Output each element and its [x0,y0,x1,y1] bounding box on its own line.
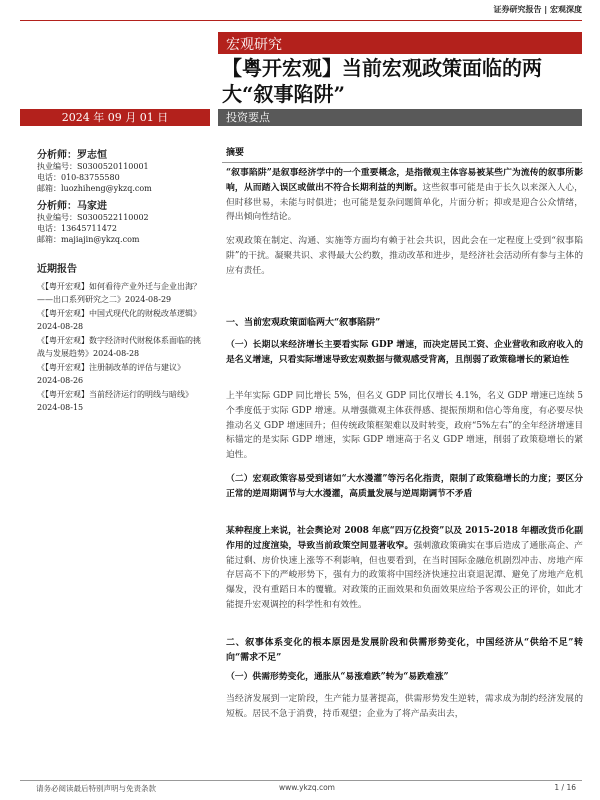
analyst-label: 分析师： [37,150,77,161]
analyst-phone: 电话：010-83755580 [37,173,120,182]
section-2a-heading: （一）供需形势变化，通胀从“易涨难跌”转为“易跌难涨” [226,672,449,682]
section-1-heading: 一、当前宏观政策面临两大“叙事陷阱” [226,318,381,328]
section-2a-paragraph: 当经济发展到一定阶段，生产能力显著提高，供需形势发生逆转，需求成为制约经济发展的短板。居民不急于消费，持币观望；企业为了将产品卖出去， [226,694,583,719]
section-2-heading: 二、叙事体系变化的根本原因是发展阶段和供需形势变化，中国经济从“供给不足”转向“需求不足” [226,638,583,663]
section-1a-heading: （一）长期以来经济增长主要看实际 GDP 增速，而决定居民工资、企业营收和政府收入的是名义增速，只看实际增速导致宏观数据与微观感受背离，且削弱了政策稳增长的紧迫性 [226,340,583,365]
category-label: 宏观研究 [226,37,282,53]
header-rule [20,20,582,21]
footer-website[interactable]: www.ykzq.com [279,783,335,792]
footer-rule [20,780,582,781]
page-title: 【粤开宏观】当前宏观政策面临的两大“叙事陷阱” [222,56,542,106]
summary-banner [218,109,582,126]
recent-report-link[interactable]: 《【粤开宏观】当前经济运行的明线与暗线》2024-08-15 [37,390,193,412]
section-1b-paragraph-rest: 强刺激政策确实在事后造成了通胀高企、产能过剩、房价快速上涨等不利影响，但也要看到，在当时国际金融危机剧烈冲击、房地产库存居高不下的严峻形势下，强有力的政策将中国经济快速拉出衰退泥潭、避免了房地产危机爆发，没有重蹈日本的覆辙。对政策的正面效果和负面效果应给予客观公正的评价，如此才能提升宏观调控的科学性和有效性。 [226,540,583,610]
analyst-email[interactable]: 邮箱：majiajin@ykzq.com [37,235,140,244]
analyst-cert: 执业编号：S0300520110001 [37,162,149,171]
recent-report-link[interactable]: 《【粤开宏观】中国式现代化的财税改革逻辑》2024-08-28 [37,309,201,331]
analyst-email[interactable]: 邮箱：luozhiheng@ykzq.com [37,184,152,193]
analyst-card-1 [37,150,207,194]
abstract-rule [222,162,582,163]
report-date: 2024 年 09 月 01 日 [20,109,210,126]
section-1b-heading: （二）宏观政策容易受到诸如“大水漫灌”等污名化指责，限制了政策稳增长的力度；要区分正常的逆周期调节与大水漫灌，高质量发展与逆周期调节不矛盾 [226,474,583,499]
analyst-cert: 执业编号：S0300522110002 [37,213,149,222]
section-1b-key-sentence: 某种程度上来说，社会舆论对 2008 年底“四万亿投资”以及 2015-2018 年棚改货币化副作用的过度渲染，导致当前政策空间显著收窄。 [226,526,583,551]
footer-disclaimer[interactable]: 请务必阅读最后特别声明与免责条款 [36,784,156,793]
section-1b-paragraph [226,524,583,613]
abstract-paragraph-1 [226,166,583,225]
analyst-name: 马家进 [77,201,107,212]
abstract-key-sentence: “叙事陷阱”是叙事经济学中的一个重要概念，是指微观主体容易被某些广为流传的叙事所影响，从而踏入误区或做出不符合长期利益的判断。 [226,168,583,193]
analyst-label: 分析师： [37,201,77,212]
analyst-phone: 电话：13645711472 [37,224,117,233]
recent-report-link[interactable]: 《【粤开宏观】如何看待产业外迁与企业出海？——出口系列研究之二》2024-08-29 [37,282,201,304]
analyst-card-2 [37,201,207,245]
page-number: 1 / 16 [554,783,576,792]
abstract-paragraph-1-rest: 这些叙事可能是由于长久以来深入人心，但时移世易，未能与时俱进；也可能是复杂问题简单化，片面分析；抑或是迎合公众情绪，得出倾向性结论。 [226,182,583,223]
recent-report-link[interactable]: 《【粤开宏观】数字经济时代财税体系面临的挑战与发展趋势》2024-08-28 [37,336,201,358]
summary-label: 投资要点 [226,111,270,124]
analyst-name: 罗志恒 [77,150,107,161]
recent-reports-section [37,264,207,414]
abstract-paragraph-2: 宏观政策在制定、沟通、实施等方面均有赖于社会共识，因此会在一定程度上受到“叙事陷阱”的干扰。凝聚共识、求得最大公约数，推动改革和进步，是经济社会活动所有参与主体的应有责任。 [226,236,583,276]
recent-reports-title: 近期报告 [37,264,77,275]
recent-report-link[interactable]: 《【粤开宏观】注册制改革的评估与建议》2024-08-26 [37,363,185,385]
abstract-heading: 摘要 [226,148,245,158]
report-type-label: 证券研究报告 | 宏观深度 [493,5,582,14]
section-1a-paragraph: 上半年实际 GDP 同比增长 5%，但名义 GDP 同比仅增长 4.1%，名义 GDP 增速已连续 5 个季度低于实际 GDP 增速。从增强微观主体获得感、提振预期和信心等角度，有必要尽快推动名义 GDP 增速回升；但传统政策框架难以及时转变，政府“5%左右”的全年经济增速目标锚定的是实际 GDP 增速，实际 GDP 增速高于名义 GDP 增速，削弱了政策稳增长的紧迫性。 [226,391,583,461]
